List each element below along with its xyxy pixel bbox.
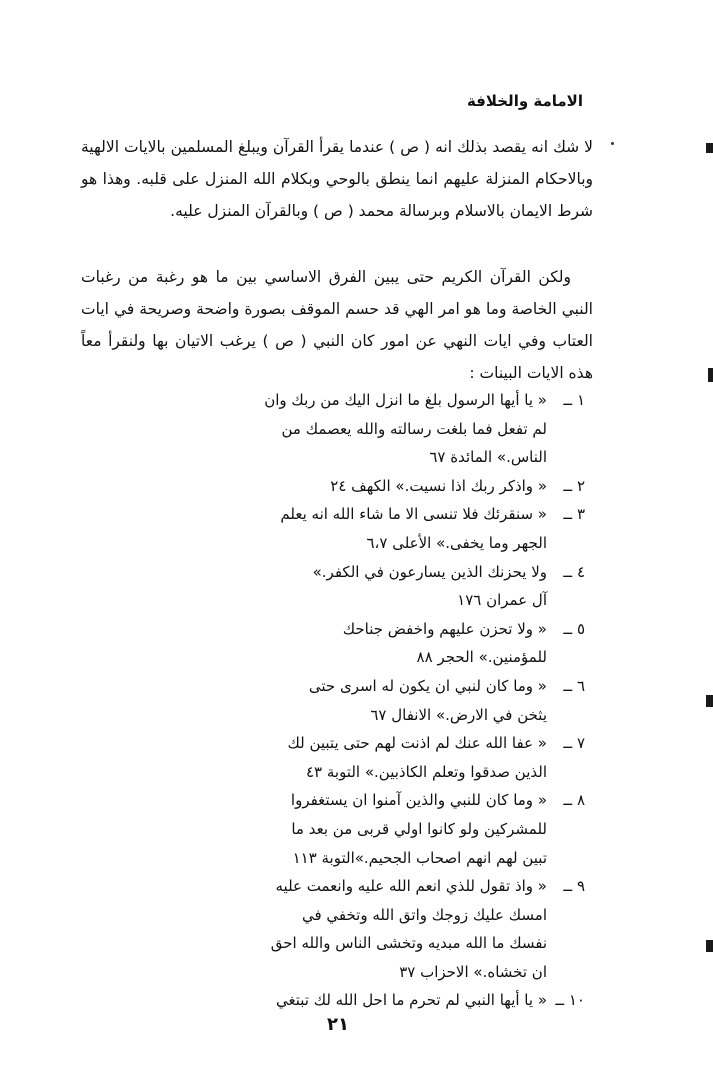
verse-line: للمشركين ولو كانوا اولي قربى من بعد ما <box>291 819 547 838</box>
verse-line: « يا أيها النبي لم تحرم ما احل الله لك تبتغي <box>275 991 547 1010</box>
body-paragraph: ولكن القرآن الكريم حتى يبين الفرق الاساسي بين ما هو رغبة من رغبات النبي الخاصة وما هو امر الهي قد حسم الموقف بصورة واضحة وصريحة في ايات العتاب وفي ايات النهي عن امور كان النبي ( ص ) يرغب الاتيان بها ولنقرأ معاً هذه الايات البينات : <box>81 268 593 382</box>
verse-item <box>215 386 585 472</box>
verse-line: تبين لهم انهم اصحاب الجحيم.»التوبة ١١٣ <box>292 848 547 867</box>
body-paragraph: لا شك انه يقصد بذلك انه ( ص ) عندما يقرأ القرآن ويبلغ المسلمين بالايات الالهية وبالاحكام المنزلة عليهم انما ينطق بالوحي وبكلام الله المنزل على قلبه. وهذا هو شرط الايمان بالاسلام وبرسالة محمد ( ص ) وبالقرآن المنزل عليه. <box>81 138 593 220</box>
verse-line: « واذ تقول للذي انعم الله عليه وانعمت عليه <box>275 877 547 896</box>
verse-line: « وما كان للنبي والذين آمنوا ان يستغفروا <box>290 791 547 810</box>
scan-margin-mark <box>706 695 713 707</box>
verse-line: الجهر وما يخفى.» الأعلى ٦،٧ <box>366 533 547 552</box>
verse-item <box>215 729 585 786</box>
verse-line: امسك عليك زوجك واتق الله وتخفي في <box>301 905 547 924</box>
verse-number: ٧ ــ <box>563 734 585 753</box>
verse-number: ٣ ــ <box>563 505 585 524</box>
verse-line: الناس.» المائدة ٦٧ <box>429 448 547 467</box>
verse-line: لم تفعل فما بلغت رسالته والله يعصمك من <box>281 419 547 438</box>
verse-line: للمؤمنين.» الحجر ٨٨ <box>416 648 547 667</box>
verse-item <box>215 615 585 672</box>
verse-list <box>215 386 585 1015</box>
verse-line: ولا يحزنك الذين يسارعون في الكفر.» <box>312 562 547 581</box>
verse-number: ٦ ــ <box>563 676 585 695</box>
verse-line: يثخن في الارض.» الانفال ٦٧ <box>370 705 547 724</box>
verse-line: « يا أيها الرسول بلغ ما انزل اليك من ربك وان <box>264 391 547 409</box>
verse-number: ١٠ ــ <box>555 991 585 1010</box>
verse-line: « سنقرئك فلا تنسى الا ما شاء الله انه يعلم <box>280 505 547 524</box>
verse-item <box>215 786 585 872</box>
verse-line: آل عمران ١٧٦ <box>457 591 547 610</box>
verse-number: ٥ ــ <box>563 619 585 638</box>
verse-item <box>215 986 585 1015</box>
verse-number: ١ ــ <box>563 391 585 409</box>
verse-number: ٢ ــ <box>563 476 585 495</box>
scan-margin-mark <box>706 940 713 952</box>
verse-item <box>215 558 585 615</box>
verse-item <box>215 472 585 501</box>
verse-line: نفسك ما الله مبديه وتخشى الناس والله احق <box>270 934 547 953</box>
verse-item <box>215 672 585 729</box>
page-number: ٢١ <box>327 1014 349 1035</box>
verse-item <box>215 872 585 986</box>
verse-number: ٨ ــ <box>563 791 585 810</box>
running-header-title: الامامة والخلافة <box>466 92 583 110</box>
scan-margin-mark <box>708 368 713 382</box>
verse-item <box>215 500 585 557</box>
scan-margin-mark <box>706 143 713 153</box>
verse-line: « واذكر ربك اذا نسيت.» الكهف ٢٤ <box>330 476 547 495</box>
verse-number: ٩ ــ <box>563 877 585 896</box>
verse-line: « عفا الله عنك لم اذنت لهم حتى يتبين لك <box>287 734 547 753</box>
verse-line: « وما كان لنبي ان يكون له اسرى حتى <box>308 676 547 695</box>
verse-line: الذين صدقوا وتعلم الكاذبين.» التوبة ٤٣ <box>305 762 547 781</box>
verse-line: « ولا تحزن عليهم واخفض جناحك <box>342 619 547 638</box>
verse-line: ان تخشاه.» الاحزاب ٣٧ <box>399 962 547 981</box>
verse-number: ٤ ــ <box>563 562 585 581</box>
scan-speck <box>611 142 614 145</box>
